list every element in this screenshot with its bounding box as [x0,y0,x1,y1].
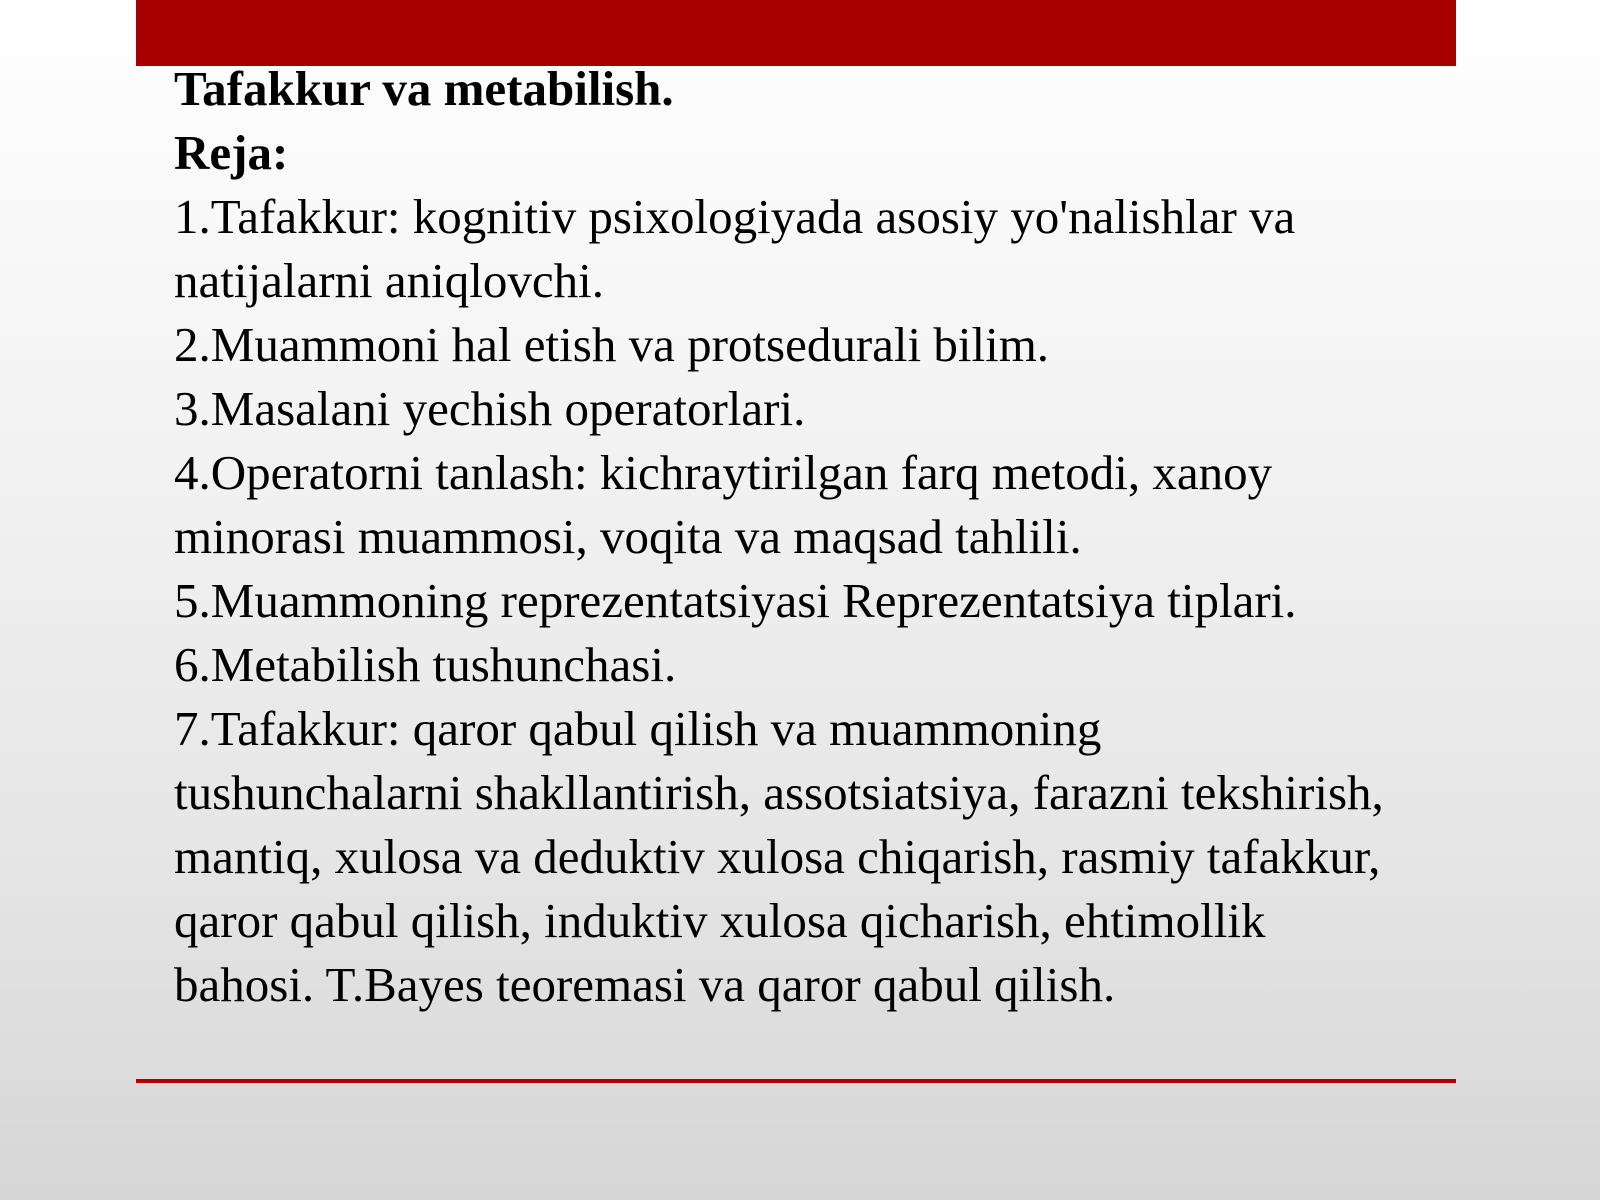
text-line: 7.Tafakkur: qaror qabul qilish va muammoning [174,701,1102,756]
slide-subtitle: Reja: [174,125,289,180]
text-line: natijalarni aniqlovchi. [174,253,604,308]
bottom-divider [136,1079,1456,1083]
text-line: bahosi. T.Bayes teoremasi va qaror qabul qilish. [174,957,1116,1012]
text-line: mantiq, xulosa va deduktiv xulosa chiqarish, rasmiy tafakkur, [174,829,1381,884]
text-line: 5.Muammoning reprezentatsiyasi Reprezentatsiya tiplari. [174,573,1297,628]
slide-content [174,57,1574,1017]
text-line: 1.Tafakkur: kognitiv psixologiyada asosiy yo'nalishlar va [174,189,1296,244]
text-line: 4.Operatorni tanlash: kichraytirilgan farq metodi, xanoy [174,445,1273,500]
slide-title: Tafakkur va metabilish. [174,61,674,116]
text-line: qaror qabul qilish, induktiv xulosa qicharish, ehtimollik [174,893,1266,948]
text-line: 3.Masalani yechish operatorlari. [174,381,806,436]
text-line: 2.Muammoni hal etish va protsedurali bilim. [174,317,1050,372]
text-line: minorasi muammosi, voqita va maqsad tahlili. [174,509,1082,564]
text-line: 6.Metabilish tushunchasi. [174,637,677,692]
text-line: tushunchalarni shakllantirish, assotsiatsiya, farazni tekshirish, [174,765,1384,820]
